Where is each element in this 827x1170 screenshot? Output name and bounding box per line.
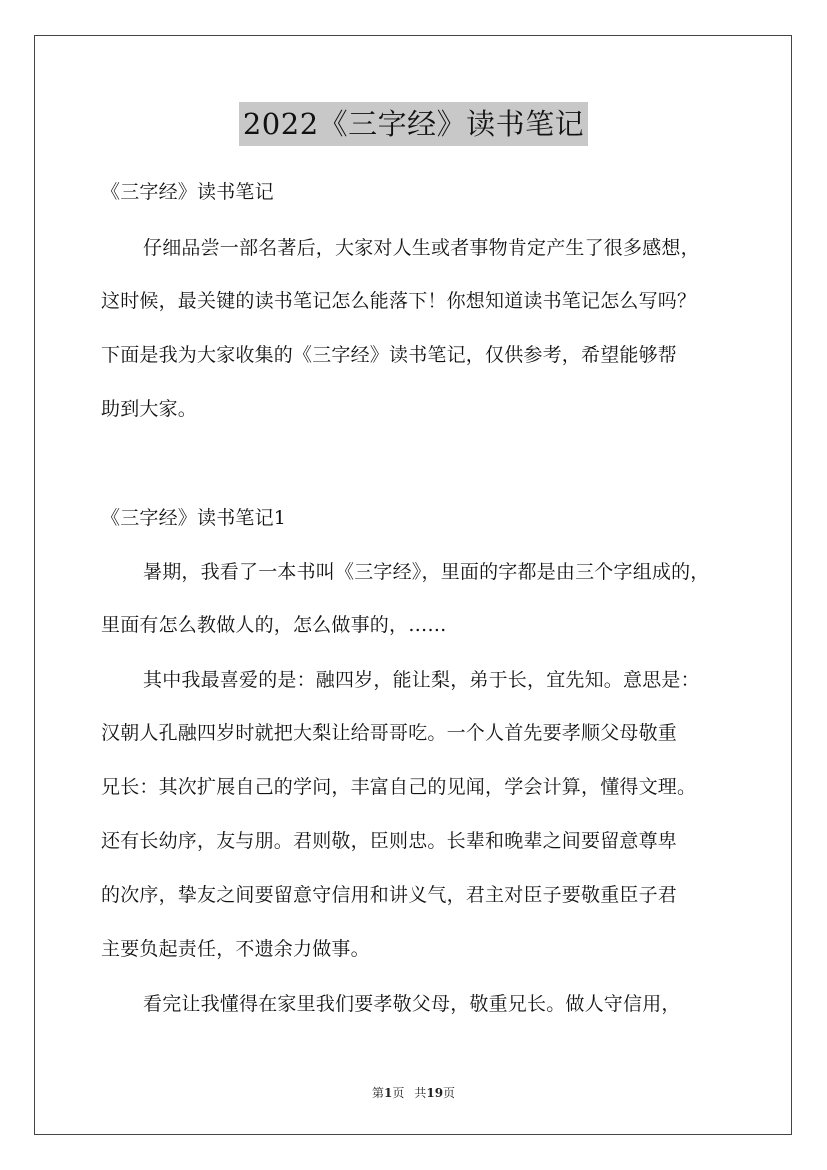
intro-line: 下面是我为大家收集的《三字经》读书笔记，仅供参考，希望能够帮 bbox=[101, 344, 678, 366]
paragraph-line: 看完让我懂得在家里我们要孝敬父母，敬重兄长。做人守信用， bbox=[143, 993, 681, 1015]
paragraph-line: 其中我最喜爱的是：融四岁，能让梨，弟于长，宜先知。意思是： bbox=[143, 669, 700, 691]
paragraph-line: 里面有怎么教做人的，怎么做事的，…… bbox=[101, 614, 447, 636]
document-title: 2022《三字经》读书笔记 bbox=[239, 102, 588, 146]
page-current: 1 bbox=[383, 1086, 393, 1100]
title-block bbox=[0, 102, 827, 146]
intro-line: 这时候，最关键的读书笔记怎么能落下！你想知道读书笔记怎么写吗？ bbox=[101, 290, 697, 312]
paragraph-line: 汉朝人孔融四岁时就把大梨让给哥哥吃。一个人首先要孝顺父母敬重 bbox=[101, 722, 678, 744]
page-label-prefix: 第 bbox=[371, 1086, 384, 1100]
intro-line: 助到大家。 bbox=[101, 398, 198, 420]
paragraph-line: 还有长幼序，友与朋。君则敬，臣则忠。长辈和晚辈之间要留意尊卑 bbox=[101, 830, 678, 852]
paragraph-line: 主要负起责任，不遗余力做事。 bbox=[101, 938, 370, 960]
page-total: 19 bbox=[426, 1086, 444, 1100]
paragraph-line: 暑期，我看了一本书叫《三字经》，里面的字都是由三个字组成的， bbox=[143, 561, 710, 583]
page-label-suffix: 页 bbox=[392, 1086, 405, 1100]
intro-line: 仔细品尝一部名著后，大家对人生或者事物肯定产生了很多感想， bbox=[143, 237, 700, 259]
intro-heading: 《三字经》读书笔记 bbox=[101, 181, 274, 203]
paragraph-line: 的次序，挚友之间要留意守信用和讲义气，君主对臣子要敬重臣子君 bbox=[101, 884, 678, 906]
page-footer bbox=[0, 1084, 827, 1101]
section-heading-1: 《三字经》读书笔记1 bbox=[101, 507, 287, 529]
total-suffix: 页 bbox=[443, 1086, 456, 1100]
total-prefix: 共 bbox=[414, 1086, 427, 1100]
paragraph-line: 兄长：其次扩展自己的学问，丰富自己的见闻，学会计算，懂得文理。 bbox=[101, 776, 697, 798]
